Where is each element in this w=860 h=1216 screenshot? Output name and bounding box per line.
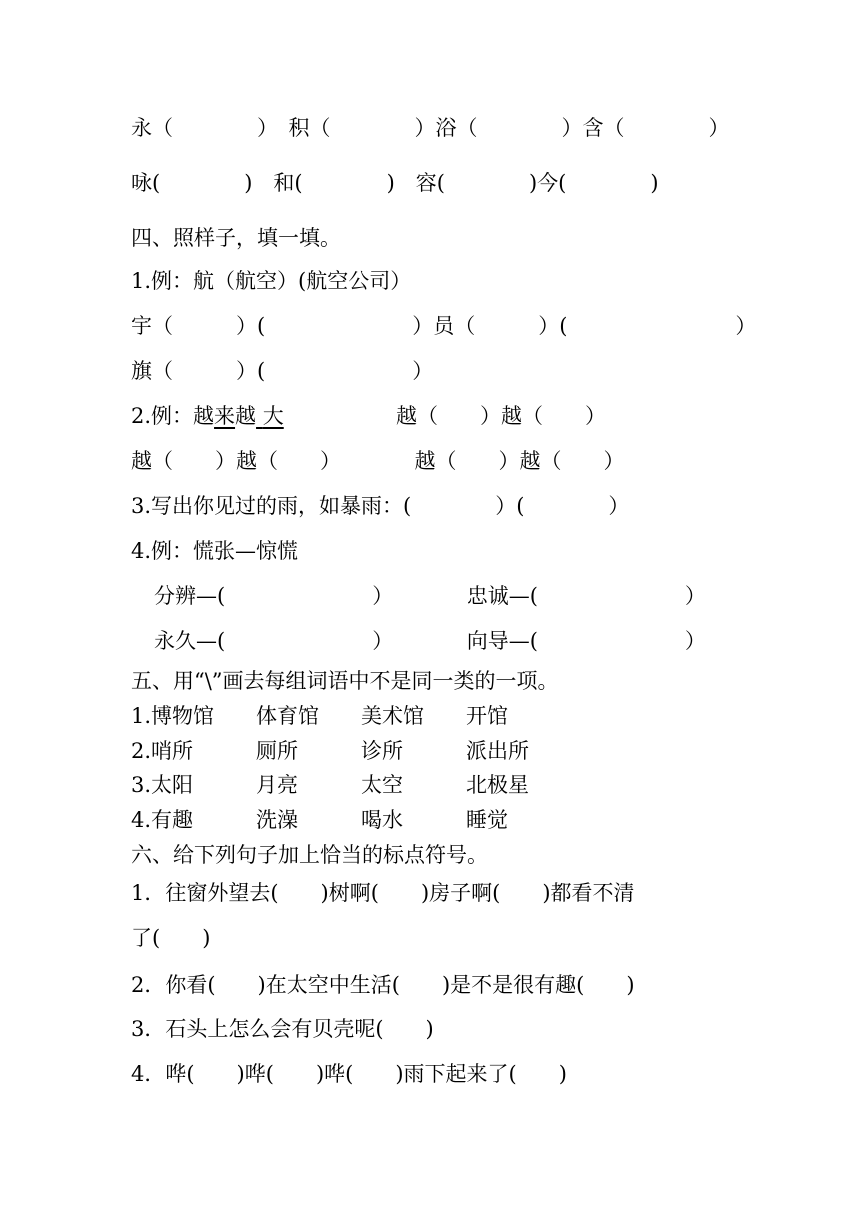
text-line-12: 永久—( ） 向导—( ） [154, 629, 706, 653]
word-group-4: 4.有趣 洗澡 喝水 睡觉 [131, 808, 509, 832]
text-line-8: 越（ ）越（ ） 越（ ）越（ ） [131, 449, 625, 473]
sentence-1-cont: 了( ) [131, 926, 211, 950]
word-group-1: 1.博物馆 体育馆 美术馆 开馆 [131, 704, 509, 728]
text-line-5: 宇（ ）( ）员（ ）( ） [131, 314, 757, 338]
text-line-11: 分辨—( ） 忠诚—( ） [154, 584, 706, 608]
text-line-7: 越（ ）越（ ） [396, 404, 606, 428]
example-1: 1.例：航（航空）(航空公司） [131, 269, 412, 293]
example-2-da: 大 [262, 404, 284, 428]
sentence-2: 2．你看( )在太空中生活( )是不是很有趣( ) [131, 973, 635, 997]
example-4: 4.例：慌张—惊慌 [131, 539, 299, 563]
text-line-6: 旗（ ）( ） [131, 359, 434, 383]
sentence-1: 1．往窗外望去( )树啊( )房子啊( )都看不清 [131, 881, 635, 905]
word-group-2: 2.哨所 厕所 诊所 派出所 [131, 739, 530, 763]
sentence-3: 3．石头上怎么会有贝壳呢( ) [131, 1017, 434, 1041]
text-line-2: 咏( ) 和( ) 容( )今( ) [131, 171, 659, 195]
section-five-heading: 五、用“\”画去每组词语中不是同一类的一项。 [131, 669, 559, 693]
section-six-heading: 六、给下列句子加上恰当的标点符号。 [131, 843, 488, 867]
example-2-prefix: 2.例：越 [131, 404, 215, 428]
sentence-4: 4．哗( )哗( )哗( )雨下起来了( ) [131, 1062, 567, 1086]
word-group-3: 3.太阳 月亮 太空 北极星 [131, 773, 530, 797]
example-2 [131, 403, 284, 429]
section-four-heading: 四、照样子，填一填。 [131, 226, 341, 250]
example-2-yue: 越 [235, 404, 257, 428]
text-line-1: 永（ ） 积（ ）浴（ ）含（ ） [131, 116, 730, 140]
question-3: 3.写出你见过的雨，如暴雨：( ）( ） [131, 494, 630, 518]
example-2-lai: 来 [214, 404, 236, 428]
